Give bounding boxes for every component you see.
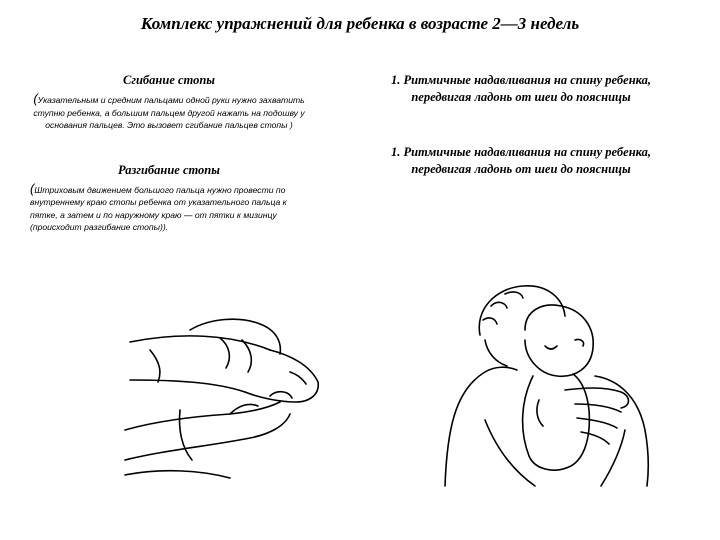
foot-extension-description: (Штриховым движением большого пальца нужно провести по внутреннему краю стопы ребенка от указательного пальца к пятке, а затем и по наружному краю — от пятки к мизинцу (происходит разгибание стопы)). — [30, 180, 287, 232]
foot-flexion-heading: Сгибание стопы — [123, 73, 215, 87]
page-title: Комплекс упражнений для ребенка в возрасте 2—3 недель — [140, 14, 580, 33]
foot-massage-illustration — [120, 310, 330, 490]
foot-flexion-block — [30, 72, 308, 132]
right-column — [362, 72, 680, 178]
foot-extension-heading: Разгибание стопы — [118, 162, 220, 177]
foot-flexion-description: (Указательным и средним пальцами одной руки нужно захватить ступню ребенка, а большим пальцем другой нажать на подошву у основания пальцев. Это вызовет сгибание пальцев стопы ) — [33, 91, 305, 130]
back-massage-illustration — [425, 280, 660, 490]
foot-extension-block — [30, 162, 308, 234]
back-massage-heading-1: 1. Ритмичные надавливания на спину ребенка, передвигая ладонь от шеи до поясницы — [390, 73, 652, 104]
left-column — [30, 72, 308, 234]
back-massage-heading-2: 1. Ритмичные надавливания на спину ребенка, передвигая ладонь от шеи до поясницы — [390, 145, 652, 176]
